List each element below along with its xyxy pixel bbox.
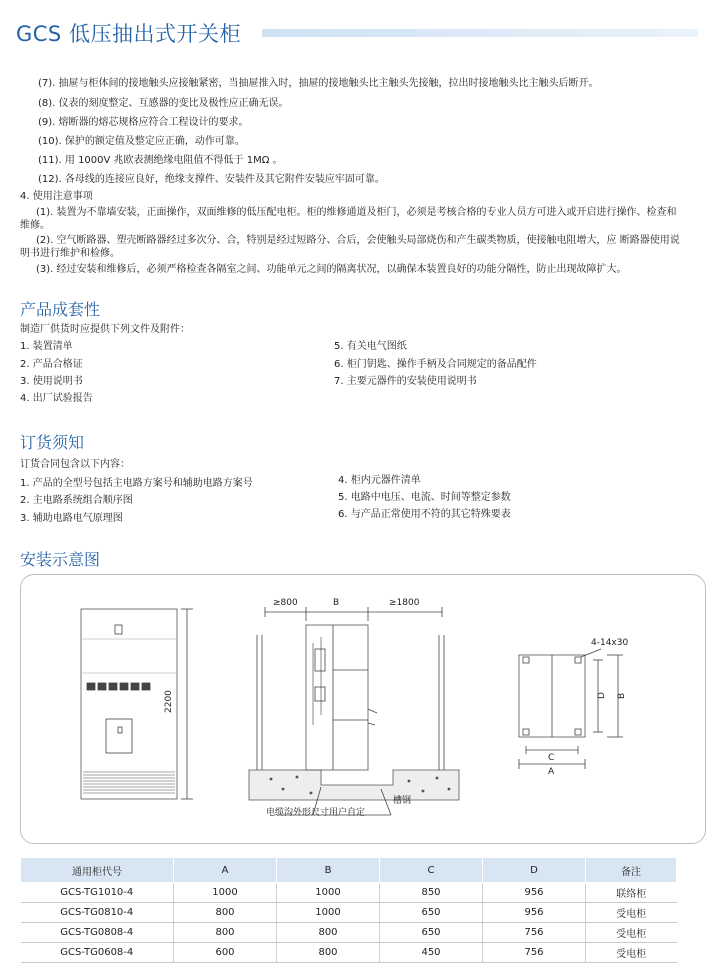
column-header: D xyxy=(483,858,586,883)
table-cell: 650 xyxy=(380,923,483,943)
table-row xyxy=(21,903,677,923)
front-gap-label: ≥800 xyxy=(273,598,298,608)
dimension-c-label: C xyxy=(548,753,555,763)
table-row xyxy=(21,923,677,943)
rear-gap-label: ≥1800 xyxy=(389,598,420,608)
usage-heading: 4. 使用注意事项 xyxy=(20,191,93,202)
channel-steel-label: 槽钢 xyxy=(393,796,412,806)
order-intro: 订货合同包含以下内容： xyxy=(20,459,130,470)
order-item: 5. 电路中电压、电流、时间等整定参数 xyxy=(338,492,511,503)
kit-item: 5. 有关电气图纸 xyxy=(334,341,407,352)
table-cell: 1000 xyxy=(277,883,380,903)
table-cell: 受电柜 xyxy=(586,903,677,923)
height-dimension-label: 2200 xyxy=(164,690,174,713)
usage-item-2: (2). 空气断路器、塑壳断路器经过多次分、合，特别是经过短路分、合后，会使触头局部烧伤和产生碳类物质，使接触电阻增大，应 断路器使用说明书进行维护和检修。 xyxy=(20,235,680,259)
table-cell: 800 xyxy=(277,923,380,943)
requirement-item: (11). 用 1000V 兆欧表测绝缘电阻值不得低于 1MΩ 。 xyxy=(38,155,283,166)
cabinet-front-view xyxy=(81,609,193,799)
dimension-a-label: A xyxy=(548,767,555,777)
requirement-item: (8). 仪表的刻度整定、互感器的变比及极性应正确无误。 xyxy=(38,98,289,109)
installation-diagram xyxy=(21,575,705,843)
cabinet-side-view xyxy=(249,607,459,815)
kit-item: 6. 柜门钥匙、操作手柄及合同规定的备品配件 xyxy=(334,359,537,370)
cable-trench-note: 电缆沟外形尺寸用户自定 xyxy=(266,808,366,818)
table-cell: 1000 xyxy=(174,883,277,903)
table-cell: GCS-TG0608-4 xyxy=(21,943,174,963)
usage-item-1: (1). 装置为不靠墙安装，正面操作，双面维修的低压配电柜。柜的维修通道及柜门，必须是考核合格的专业人员方可进入或开启进行操作、检查和维修。 xyxy=(20,207,677,231)
order-item: 2. 主电路系统组合顺序图 xyxy=(20,495,133,506)
order-section-title: 订货须知 xyxy=(20,433,85,452)
kit-item: 1. 装置清单 xyxy=(20,341,73,352)
kit-item: 4. 出厂试验报告 xyxy=(20,393,93,404)
table-cell: 756 xyxy=(483,943,586,963)
order-item: 1. 产品的全型号包括主电路方案号和辅助电路方案号 xyxy=(20,478,253,489)
requirement-item: (7). 抽屉与柜体间的接地触头应接触紧密，当抽屉推入时，抽屉的接地触头比主触头先接触，拉出时接地触头比主触头后断开。 xyxy=(38,78,599,89)
table-cell: GCS-TG0808-4 xyxy=(21,923,174,943)
requirement-item: (12). 各母线的连接应良好，绝缘支撑件、安装件及其它附件安装应牢固可靠。 xyxy=(38,174,385,185)
table-cell: GCS-TG1010-4 xyxy=(21,883,174,903)
table-cell: 受电柜 xyxy=(586,943,677,963)
table-cell: 956 xyxy=(483,903,586,923)
table-cell: 956 xyxy=(483,883,586,903)
table-cell: 800 xyxy=(174,923,277,943)
table-row xyxy=(21,883,677,903)
requirement-item: (9). 熔断器的熔芯规格应符合工程设计的要求。 xyxy=(38,117,249,128)
kit-section-title: 产品成套性 xyxy=(20,300,101,319)
requirement-item: (10). 保护的额定值及整定应正确，动作可靠。 xyxy=(38,136,245,147)
table-cell: GCS-TG0810-4 xyxy=(21,903,174,923)
base-plan-view xyxy=(519,649,623,769)
table-cell: 1000 xyxy=(277,903,380,923)
dimensions-table xyxy=(20,857,677,963)
table-cell: 800 xyxy=(277,943,380,963)
kit-item: 7. 主要元器件的安装使用说明书 xyxy=(334,376,477,387)
table-cell: 450 xyxy=(380,943,483,963)
column-header: C xyxy=(380,858,483,883)
table-cell: 受电柜 xyxy=(586,923,677,943)
column-header: B xyxy=(277,858,380,883)
column-header: A xyxy=(174,858,277,883)
title-bar-decoration xyxy=(262,29,698,37)
mounting-holes-label: 4-14x30 xyxy=(591,638,629,648)
dimension-b-label: B xyxy=(617,692,627,699)
kit-item: 2. 产品合格证 xyxy=(20,359,83,370)
column-header: 通用柜代号 xyxy=(21,858,174,883)
table-cell: 600 xyxy=(174,943,277,963)
order-item: 6. 与产品正常使用不符的其它特殊要表 xyxy=(338,509,511,520)
installation-diagram-frame xyxy=(20,574,706,844)
install-section-title: 安装示意图 xyxy=(20,550,101,569)
column-header: 备注 xyxy=(586,858,677,883)
kit-item: 3. 使用说明书 xyxy=(20,376,83,387)
table-row xyxy=(21,943,677,963)
dimension-d-label: D xyxy=(597,692,607,699)
width-label: B xyxy=(333,598,340,608)
kit-intro: 制造厂供货时应提供下列文件及附件： xyxy=(20,324,190,335)
order-item: 4. 柜内元器件清单 xyxy=(338,475,421,486)
page-title: GCS 低压抽出式开关柜 xyxy=(16,22,241,46)
order-item: 3. 辅助电路电气原理图 xyxy=(20,513,123,524)
table-cell: 850 xyxy=(380,883,483,903)
table-cell: 联络柜 xyxy=(586,883,677,903)
table-cell: 756 xyxy=(483,923,586,943)
table-header-row xyxy=(21,858,677,883)
table-cell: 800 xyxy=(174,903,277,923)
usage-item-3: (3). 经过安装和维修后，必须严格检查各隔室之间、功能单元之间的隔离状况，以确保本装置良好的功能分隔性，防止出现故障扩大。 xyxy=(36,264,627,275)
table-cell: 650 xyxy=(380,903,483,923)
